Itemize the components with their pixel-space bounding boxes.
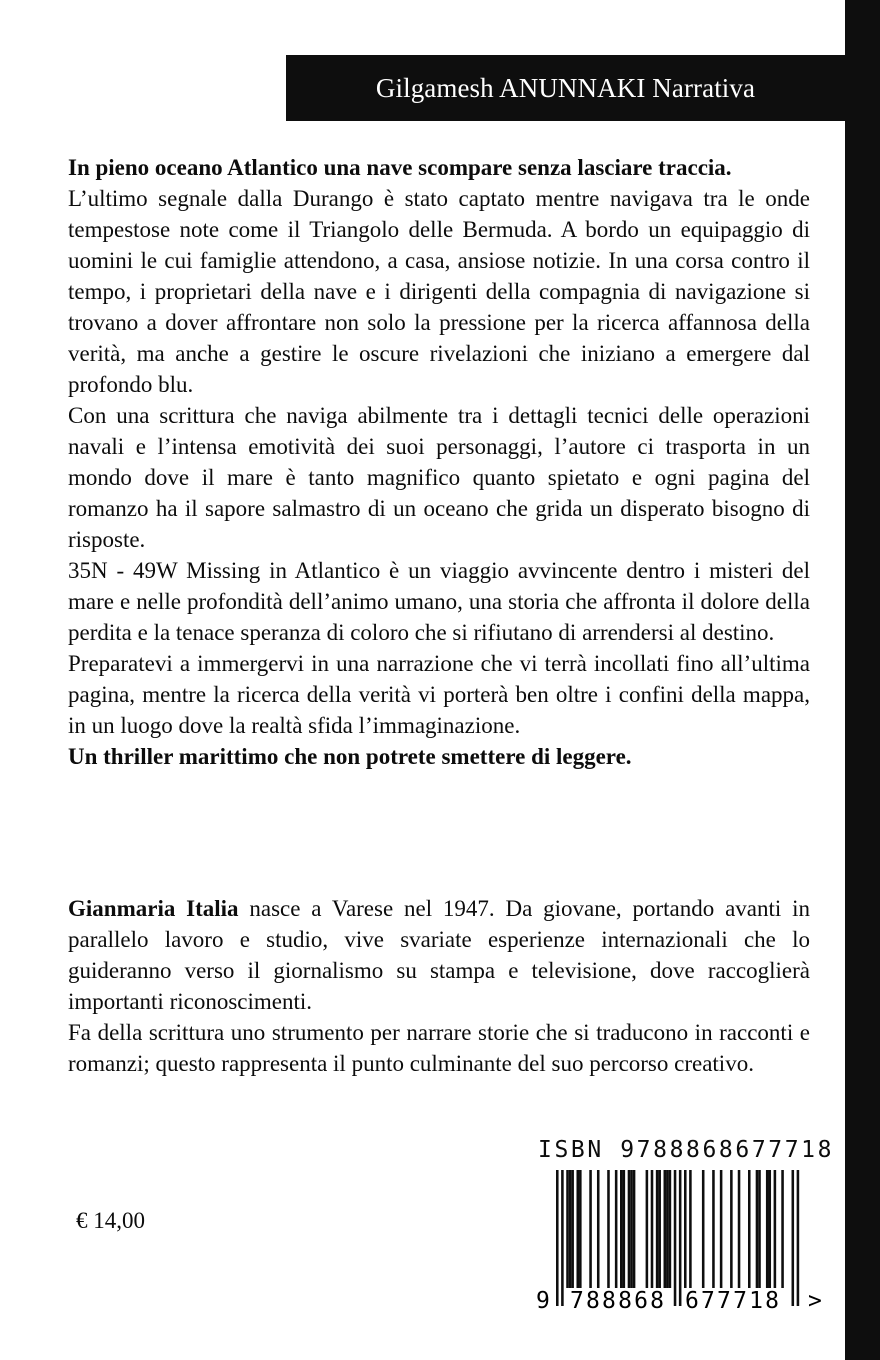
- barcode-guard-bar: [674, 1170, 677, 1306]
- blurb-lead: In pieno oceano Atlantico una nave scompare senza lasciare traccia.: [68, 155, 732, 180]
- barcode-bar: [684, 1170, 687, 1288]
- series-banner: [286, 55, 845, 121]
- barcode-bar: [658, 1170, 661, 1288]
- barcode-guard-bar: [679, 1170, 682, 1306]
- barcode-bar: [766, 1170, 769, 1288]
- blurb-closing: Un thriller marittimo che non potrete smettere di leggere.: [68, 744, 632, 769]
- price: € 14,00: [76, 1208, 145, 1233]
- book-blurb: [68, 152, 810, 772]
- spine-strip: [845, 0, 880, 1360]
- barcode-bar: [571, 1170, 574, 1288]
- author-bio-paragraph: [68, 893, 810, 1017]
- barcode-bar: [720, 1170, 723, 1288]
- blurb-paragraph: L’ultimo segnale dalla Durango è stato captato mentre navigava tra le onde tempestose note come il Triangolo delle Bermuda. A bordo un equipaggio di uomini le cui famiglie attendono, a casa, ansiose notizie. In una corsa contro il tempo, i proprietari della nave e i dirigenti della compagnia di navigazione si trovano a dover affrontare non solo la pressione per la ricerca affannosa della verità, ma anche a gestire le oscure rivelazioni che iniziano a emergere dal profondo blu.: [68, 186, 810, 397]
- barcode-bar: [702, 1170, 705, 1288]
- barcode-bar: [569, 1170, 572, 1288]
- barcode-bar: [758, 1170, 761, 1288]
- blurb-paragraph: Con una scrittura che naviga abilmente tra i dettagli tecnici delle operazioni navali e l’intensa emotività dei suoi personaggi, l’autore ci trasporta in un mondo dove il mare è tanto magnifico quanto spietato e ogni pagina del romanzo ha il sapore salmastro di un oceano che grida un disperato bisogno di risposte.: [68, 403, 810, 552]
- barcode-bar: [630, 1170, 633, 1288]
- isbn-label: ISBN 9788868677718: [538, 1137, 835, 1163]
- barcode-bar: [689, 1170, 692, 1288]
- barcode-bar: [566, 1170, 569, 1288]
- barcode-bar: [620, 1170, 623, 1288]
- author-bio: [68, 893, 810, 1079]
- barcode-guard-bar: [556, 1170, 559, 1306]
- barcode-bar: [748, 1170, 751, 1288]
- barcode-bar: [646, 1170, 649, 1288]
- barcode-bar: [628, 1170, 631, 1288]
- barcode-bar: [669, 1170, 672, 1288]
- blurb-paragraph: 35N - 49W Missing in Atlantico è un viaggio avvincente dentro i misteri del mare e nelle profondità dell’animo umano, una storia che affronta il dolore della perdita e la tenace speranza di coloro che si rifiutano di arrendersi al destino.: [68, 558, 810, 645]
- barcode-bar: [579, 1170, 582, 1288]
- barcode-guard-bar: [797, 1170, 800, 1306]
- barcode-bar: [756, 1170, 759, 1288]
- barcode-bar: [666, 1170, 669, 1288]
- series-title: Gilgamesh ANUNNAKI Narrativa: [375, 72, 756, 103]
- barcode-bar: [651, 1170, 654, 1288]
- barcode: [534, 1170, 826, 1313]
- barcode-bar: [633, 1170, 636, 1288]
- author-bio-text: nasce a Varese nel 1947. Da giovane, portando avanti in parallelo lavoro e studio, vive svariate esperienze internazionali che lo guideranno verso il giornalismo su stampa e televisione, dove raccoglierà importanti riconoscimenti.: [68, 896, 810, 1014]
- barcode-bar: [781, 1170, 784, 1288]
- barcode-bar: [615, 1170, 618, 1288]
- barcode-bar: [768, 1170, 771, 1288]
- barcode-digits-right: 677718: [685, 1288, 779, 1313]
- barcode-bar: [664, 1170, 667, 1288]
- author-bio-paragraph: Fa della scrittura uno strumento per narrare storie che si traducono in racconti e romanzi; questo rappresenta il punto culminante del suo percorso creativo.: [68, 1020, 810, 1076]
- barcode-bar: [623, 1170, 626, 1288]
- barcode-bars: [556, 1170, 799, 1306]
- barcode-bar: [576, 1170, 579, 1288]
- barcode-bar: [597, 1170, 600, 1288]
- barcode-bar: [656, 1170, 659, 1288]
- barcode-digit-first: 9: [536, 1288, 550, 1313]
- barcode-bar: [774, 1170, 777, 1288]
- barcode-guard-bar: [792, 1170, 795, 1306]
- barcode-bar: [730, 1170, 733, 1288]
- barcode-quiet-marker: >: [808, 1288, 822, 1313]
- barcode-bar: [738, 1170, 741, 1288]
- author-name: Gianmaria Italia: [68, 896, 239, 921]
- barcode-bar: [607, 1170, 610, 1288]
- blurb-paragraph: Preparatevi a immergervi in una narrazione che vi terrà incollati fino all’ultima pagina, mentre la ricerca della verità vi porterà ben oltre i confini della mappa, in un luogo dove la realtà sfida l’immaginazione.: [68, 651, 810, 738]
- barcode-guard-bar: [561, 1170, 564, 1306]
- barcode-bar: [712, 1170, 715, 1288]
- barcode-bar: [589, 1170, 592, 1288]
- barcode-digits-left: 788868: [570, 1288, 664, 1313]
